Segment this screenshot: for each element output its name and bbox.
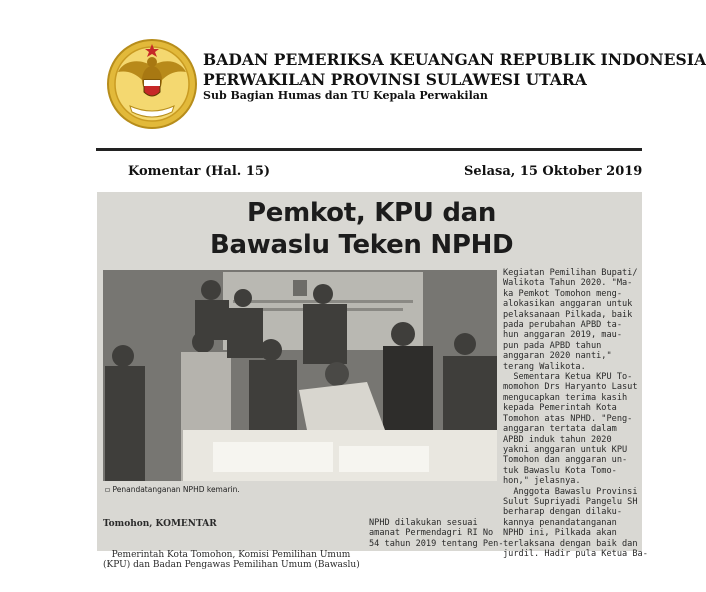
org-subdivision: Sub Bagian Humas dan TU Kepala Perwakilan — [203, 89, 488, 102]
text-line: Kegiatan Pemilihan Bupati/ — [503, 268, 638, 278]
text-line: Sulut Supriyadi Pangelu SH — [503, 496, 638, 507]
text-line: kepada Pemerintah Kota — [503, 403, 617, 414]
text-line: 54 tahun 2019 tentang Pen- — [369, 538, 504, 549]
text-line: Anggota Bawaslu Provinsi — [503, 486, 638, 497]
text-line: terlaksana dengan baik dan — [503, 538, 638, 549]
text-line: hun anggaran 2019, mau- — [503, 330, 622, 341]
text-line: yakni anggaran untuk KPU — [503, 444, 628, 455]
article-left-column — [103, 498, 369, 592]
header-divider — [96, 148, 642, 151]
text-line: anggaran 2020 nanti," — [503, 351, 612, 362]
text-line: ka Pemkot Tomohon meng- — [503, 288, 622, 299]
text-line: alokasikan anggaran untuk — [503, 299, 633, 310]
photo-caption-text: Penandatanganan NPHD kemarin. — [112, 485, 240, 494]
text-line: pelaksanaan Pilkada, baik — [503, 309, 633, 320]
headline-line2: Bawaslu Teken NPHD — [210, 230, 514, 260]
bpk-emblem-logo — [106, 36, 198, 132]
text-line: momohon Drs Haryanto Lasut — [503, 382, 638, 393]
text-line: berharap dengan dilaku- — [503, 507, 622, 518]
photo-caption: ▫ Penandatanganan NPHD kemarin. — [105, 485, 240, 494]
newspaper-source: Komentar (Hal. 15) — [128, 164, 271, 179]
article-middle-column — [369, 518, 504, 549]
org-name-line1: BADAN PEMERIKSA KEUANGAN REPUBLIK INDONESIA — [203, 50, 706, 69]
text-line: kannya penandatanganan — [503, 517, 617, 528]
article-left-body — [103, 550, 369, 571]
text-line: tuk Bawaslu Kota Tomo- — [503, 465, 617, 476]
text-line: Pemerintah Kota Tomohon, Komisi Pemilihan Umum — [103, 550, 351, 561]
text-line: amanat Permendagri RI No — [369, 528, 494, 539]
text-line: APBD induk tahun 2020 — [503, 434, 612, 445]
headline-line1: Pemkot, KPU dan — [247, 198, 497, 228]
article-dateline: Tomohon, KOMENTAR — [103, 518, 217, 529]
article-right-column — [503, 268, 648, 559]
org-name-line2: PERWAKILAN PROVINSI SULAWESI UTARA — [203, 70, 587, 89]
text-line: hon," jelasnya. — [503, 476, 581, 487]
text-line: Tomohon dan anggaran un- — [503, 455, 628, 466]
text-line: NPHD ini, Pilkada akan — [503, 528, 617, 539]
text-line: jurdil. Hadir pula Ketua Ba- — [503, 548, 648, 559]
text-line: NPHD dilakukan sesuai — [369, 518, 478, 528]
text-line: Tomohon atas NPHD. "Peng- — [503, 413, 633, 424]
text-line: anggaran tertata dalam — [503, 424, 617, 435]
text-line: Sementara Ketua KPU To- — [503, 372, 633, 383]
publication-date: Selasa, 15 Oktober 2019 — [464, 164, 643, 179]
article-photo — [103, 270, 497, 481]
text-line: terang Walikota. — [503, 361, 586, 372]
text-line: (KPU) dan Badan Pengawas Pemilihan Umum (Bawaslu) — [103, 560, 360, 571]
text-line: pada perubahan APBD ta- — [503, 320, 622, 331]
newspaper-clipping — [97, 192, 648, 571]
text-line: pun pada APBD tahun — [503, 340, 602, 351]
text-line: Walikota Tahun 2020. "Ma- — [503, 278, 633, 289]
text-line: mengucapkan terima kasih — [503, 392, 628, 403]
